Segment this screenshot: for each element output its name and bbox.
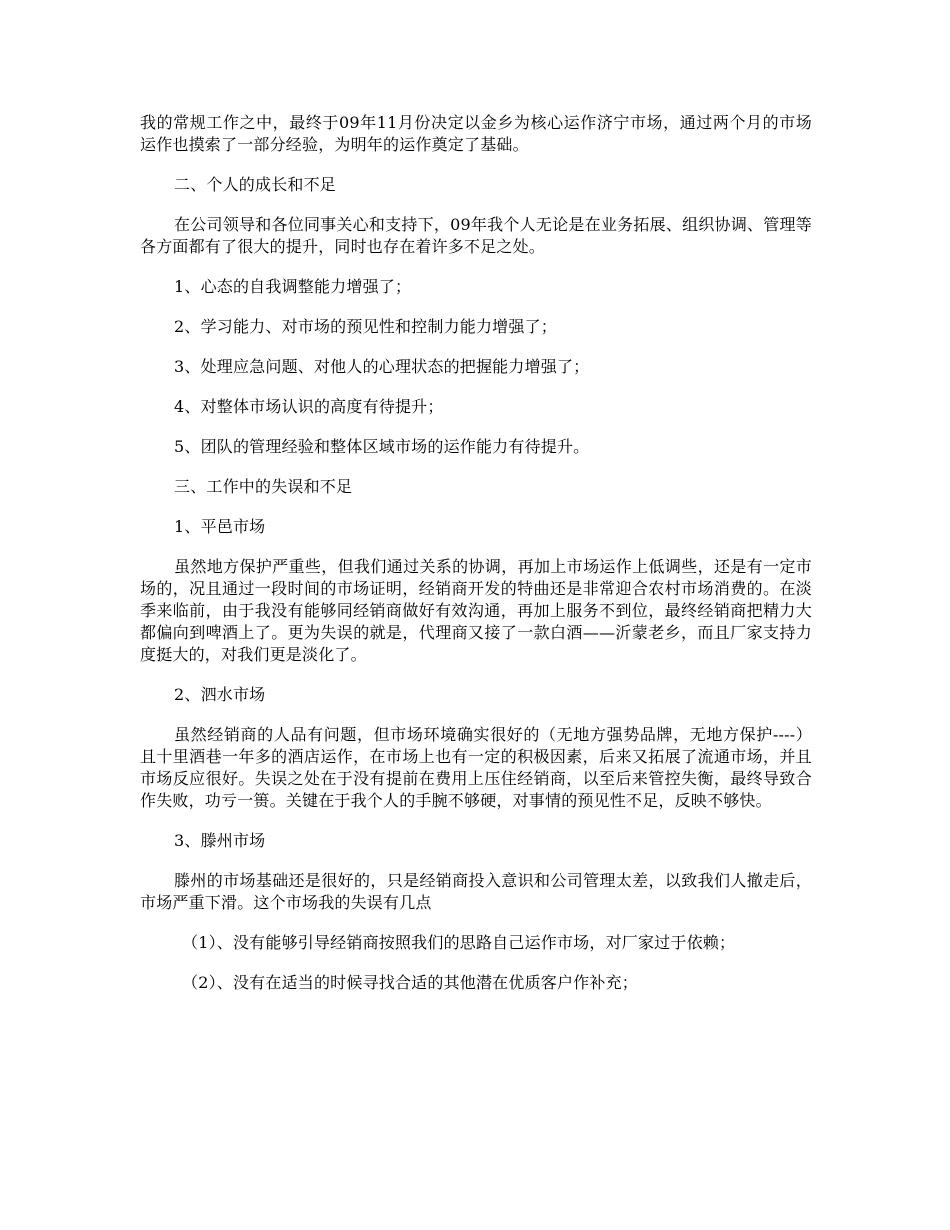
- paragraph-sishui: 虽然经销商的人品有问题，但市场环境确实很好的（无地方强势品牌，无地方保护----）且十里酒巷一年多的酒店运作，在市场上也有一定的积极因素，后来又拓展了流通市场，并且市场反应很好。失误之处在于没有提前在费用上压住经销商，以至后来管控失衡，最终导致合作失败，功亏一篑。关键在于我个人的手腕不够硬，对事情的预见性不足，反映不够快。: [140, 725, 812, 810]
- subheading-sishui: 2、泗水市场: [174, 685, 266, 704]
- section-heading-growth: 二、个人的成长和不足: [174, 175, 337, 194]
- paragraph-continuation: 我的常规工作之中，最终于09年11月份决定以金乡为核心运作济宁市场，通过两个月的市场运作也摸索了一部分经验，为明年的运作奠定了基础。: [140, 113, 812, 154]
- list-item: 4、对整体市场认识的高度有待提升；: [174, 397, 444, 416]
- list-item: 5、团队的管理经验和整体区域市场的运作能力有待提升。: [174, 437, 590, 456]
- list-item: 1、心态的自我调整能力增强了；: [174, 277, 412, 296]
- list-item: 3、处理应急问题、对他人的心理状态的把握能力增强了；: [174, 357, 590, 376]
- subheading-tengzhou: 3、滕州市场: [174, 831, 266, 850]
- document-page: [140, 112, 812, 994]
- sub-list-item: （2）、没有在适当的时候寻找合适的其他潜在优质客户作补充；: [182, 973, 638, 992]
- section-heading-mistakes: 三、工作中的失误和不足: [174, 477, 353, 496]
- paragraph-pingyi: 虽然地方保护严重些，但我们通过关系的协调，再加上市场运作上低调些，还是有一定市场的，况且通过一段时间的市场证明，经销商开发的特曲还是非常迎合农村市场消费的。在淡季来临前，由于我没有能够同经销商做好有效沟通，再加上服务不到位，最终经销商把精力大都偏向到啤酒上了。更为失误的就是，代理商又接了一款白酒——沂蒙老乡，而且厂家支持力度挺大的，对我们更是淡化了。: [140, 557, 812, 664]
- subheading-pingyi: 1、平邑市场: [174, 517, 266, 536]
- list-item: 2、学习能力、对市场的预见性和控制力能力增强了；: [174, 317, 557, 336]
- paragraph-tengzhou: 滕州的市场基础还是很好的，只是经销商投入意识和公司管理太差，以致我们人撤走后，市场严重下滑。这个市场我的失误有几点: [140, 871, 812, 912]
- sub-list-item: （1）、没有能够引导经销商按照我们的思路自己运作市场，对厂家过于依赖；: [182, 933, 736, 952]
- paragraph-growth-intro: 在公司领导和各位同事关心和支持下，09年我个人无论是在业务拓展、组织协调、管理等各方面都有了很大的提升，同时也存在着许多不足之处。: [140, 215, 812, 256]
